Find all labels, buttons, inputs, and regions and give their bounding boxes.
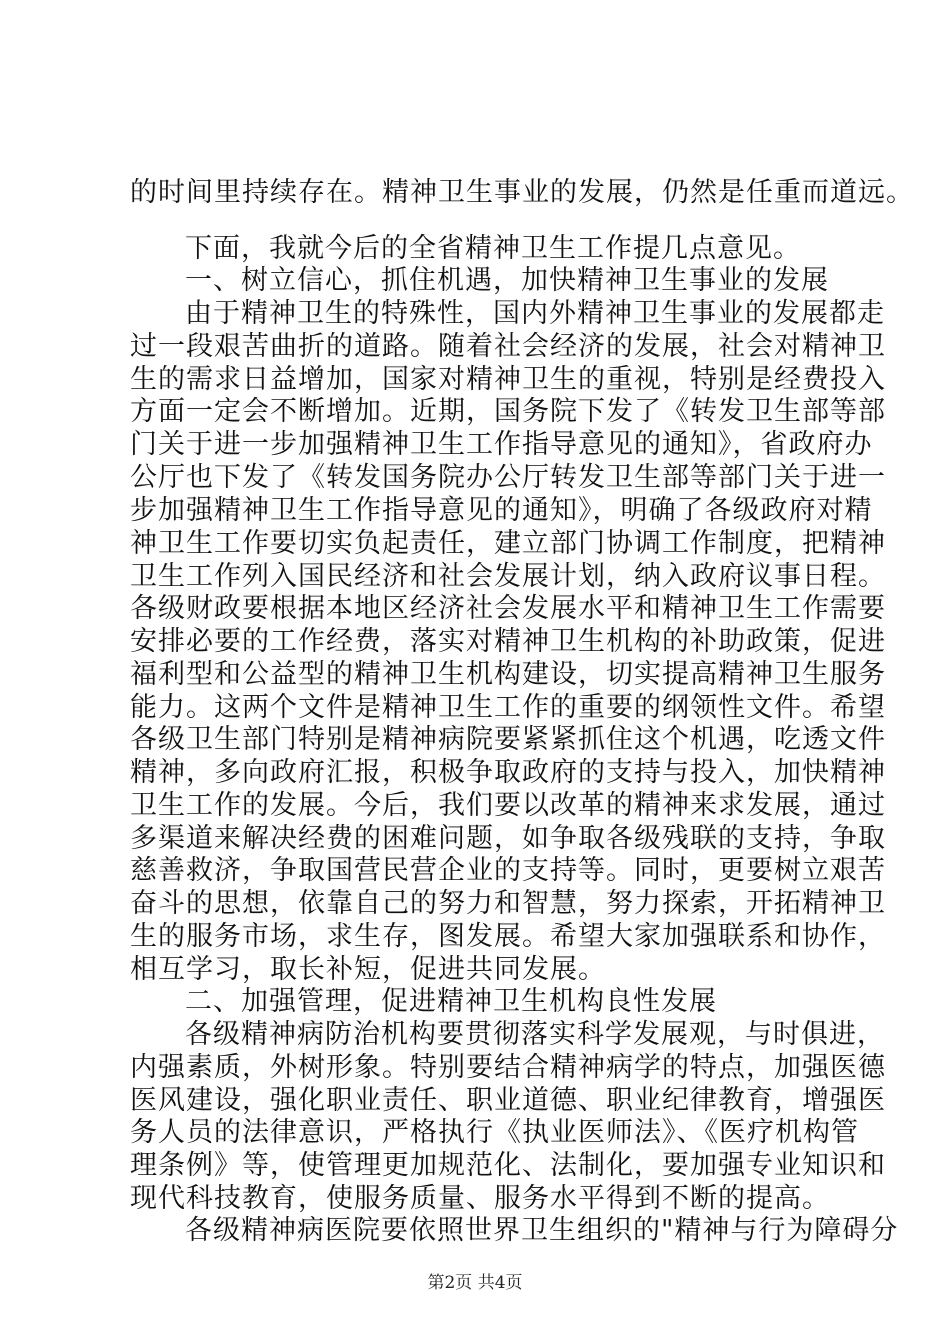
text-line: 门关于进一步加强精神卫生工作指导意见的通知》，省政府办 bbox=[130, 429, 873, 460]
text-line: 奋斗的思想，依靠自己的努力和智慧，努力探索，开拓精神卫 bbox=[130, 888, 886, 919]
section-heading: 二、加强管理，促进精神卫生机构良性发展 bbox=[185, 986, 717, 1017]
text-line: 福利型和公益型的精神卫生机构建设，切实提高精神卫生服务 bbox=[130, 659, 886, 690]
text-line: 能力。这两个文件是精神卫生工作的重要的纲领性文件。希望 bbox=[130, 692, 886, 723]
text-line: 医风建设，强化职业责任、职业道德、职业纪律教育，增强医 bbox=[130, 1085, 886, 1116]
text-line: 生的需求日益增加，国家对精神卫生的重视，特别是经费投入 bbox=[130, 364, 886, 395]
text-line: 各级卫生部门特别是精神病院要紧紧抓住这个机遇，吃透文件 bbox=[130, 724, 886, 755]
section-heading: 一、树立信心，抓住机遇，加快精神卫生事业的发展 bbox=[185, 265, 829, 296]
text-line: 内强素质，外树形象。特别要结合精神病学的特点，加强医德 bbox=[130, 1052, 886, 1083]
text-line: 卫生工作列入国民经济和社会发展计划，纳入政府议事日程。 bbox=[130, 561, 886, 592]
text-line: 的时间里持续存在。精神卫生事业的发展，仍然是任重而道远。 bbox=[130, 177, 914, 208]
text-line: 安排必要的工作经费，落实对精神卫生机构的补助政策，促进 bbox=[130, 626, 886, 657]
text-line: 相互学习，取长补短，促进共同发展。 bbox=[130, 954, 606, 985]
text-line: 各级精神病防治机构要贯彻落实科学发展观，与时俱进， bbox=[185, 1019, 885, 1050]
text-line: 现代科技教育，使服务质量、服务水平得到不断的提高。 bbox=[130, 1183, 830, 1214]
text-line: 精神，多向政府汇报，积极争取政府的支持与投入，加快精神 bbox=[130, 757, 886, 788]
text-line: 卫生工作的发展。今后，我们要以改革的精神来求发展，通过 bbox=[130, 790, 886, 821]
text-line: 过一段艰苦曲折的道路。随着社会经济的发展，社会对精神卫 bbox=[130, 331, 886, 362]
page-footer: 第2页 共4页 bbox=[427, 1273, 523, 1293]
text-line: 各级财政要根据本地区经济社会发展水平和精神卫生工作需要 bbox=[130, 593, 886, 624]
text-line: 由于精神卫生的特殊性，国内外精神卫生事业的发展都走 bbox=[185, 298, 885, 329]
text-line: 步加强精神卫生工作指导意见的通知》，明确了各级政府对精 bbox=[130, 495, 873, 526]
text-line: 慈善救济，争取国营民营企业的支持等。同时，更要树立艰苦 bbox=[130, 855, 886, 886]
text-line: 务人员的法律意识，严格执行《执业医师法》、《医疗机构管 bbox=[130, 1117, 859, 1148]
text-line: 神卫生工作要切实负起责任，建立部门协调工作制度，把精神 bbox=[130, 528, 886, 559]
text-line: 各级精神病医院要依照世界卫生组织的"精神与行为障碍分 bbox=[185, 1215, 899, 1246]
text-line: 下面，我就今后的全省精神卫生工作提几点意见。 bbox=[185, 233, 801, 264]
text-line: 多渠道来解决经费的困难问题，如争取各级残联的支持，争取 bbox=[130, 823, 886, 854]
text-line: 生的服务市场，求生存，图发展。希望大家加强联系和协作， bbox=[130, 921, 886, 952]
text-line: 方面一定会不断增加。近期，国务院下发了《转发卫生部等部 bbox=[130, 396, 886, 427]
text-line: 公厅也下发了《转发国务院办公厅转发卫生部等部门关于进一 bbox=[130, 462, 886, 493]
text-line: 理条例》等，使管理更加规范化、法制化，要加强专业知识和 bbox=[130, 1150, 886, 1181]
